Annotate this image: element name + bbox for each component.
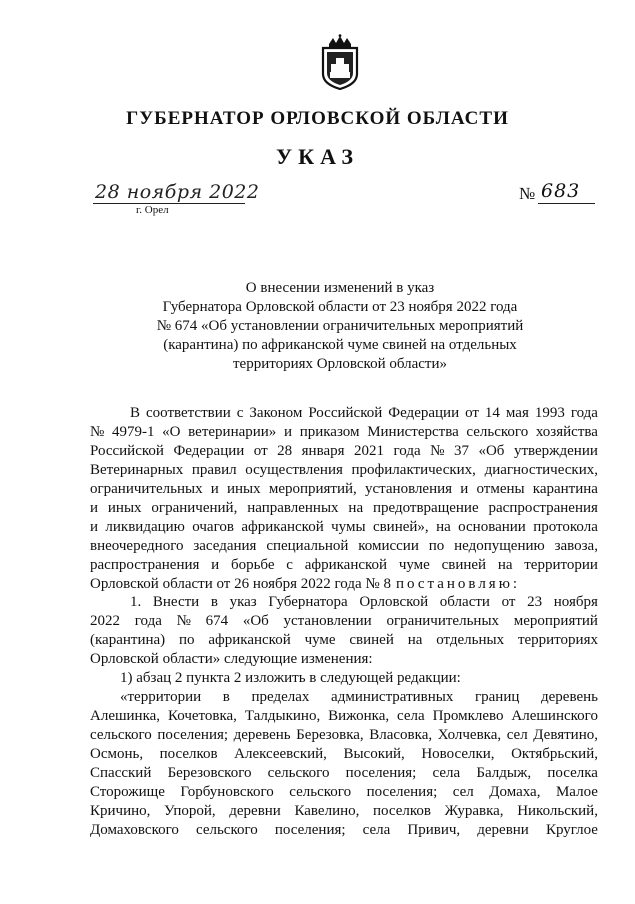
word: года — [570, 405, 598, 421]
word: Круглое — [545, 822, 598, 838]
word: Спасский — [90, 765, 152, 781]
word: Октябрьский, — [511, 746, 598, 762]
text-line — [90, 480, 598, 499]
word: указ — [229, 594, 257, 610]
word: и — [460, 481, 469, 497]
word: января — [301, 443, 345, 459]
text-line — [90, 726, 598, 745]
word: ветеринарии» — [188, 424, 277, 440]
word: «О — [162, 424, 181, 440]
word: Никольский, — [517, 803, 598, 819]
word: правил — [191, 462, 237, 478]
word: протокола — [533, 519, 598, 535]
word: Внести — [152, 594, 200, 610]
subject-line: Губернатора Орловской области от 23 ноября 2022 года — [162, 299, 518, 315]
word: и — [283, 424, 293, 440]
word: в — [210, 594, 218, 610]
word: Российской — [90, 443, 164, 459]
word: Девятино, — [533, 727, 598, 743]
text-line — [90, 593, 598, 612]
word: Осмонь, — [90, 746, 144, 762]
word: сел — [452, 784, 474, 800]
word: Кричино, — [90, 803, 151, 819]
text-line — [90, 518, 598, 537]
word: года — [134, 613, 162, 629]
word: села — [432, 765, 461, 781]
word: распространения — [90, 557, 200, 573]
word: Домаха, — [489, 784, 541, 800]
word: чумы — [331, 519, 366, 535]
word: свиней — [441, 557, 487, 573]
word: недопущению — [454, 538, 545, 554]
word: свиней», — [372, 519, 429, 535]
word: Холчевка, — [437, 727, 502, 743]
word: поселков — [159, 746, 218, 762]
word: пределах — [251, 689, 310, 705]
word: борьбе — [230, 557, 275, 573]
word: на — [407, 632, 423, 648]
word: Балдыж, — [476, 765, 532, 781]
word: Вижонка, — [328, 708, 390, 724]
word: года — [393, 443, 421, 459]
word: № — [176, 613, 191, 629]
word: установлении — [283, 613, 372, 629]
clause-1 — [90, 593, 598, 840]
word: сельского — [90, 727, 152, 743]
word: по — [179, 632, 195, 648]
word: Новоселки, — [421, 746, 495, 762]
word: деревни — [477, 822, 529, 838]
word: Журавка, — [444, 803, 504, 819]
word: и — [90, 500, 99, 516]
word: диагностических, — [484, 462, 598, 478]
word: утверждении — [513, 443, 598, 459]
word: 37 — [453, 443, 469, 459]
word: 14 — [484, 405, 500, 421]
word: 23 — [527, 594, 543, 610]
word: Орловской — [359, 594, 429, 610]
word: соответствии — [146, 405, 231, 421]
city-label: г. Орел — [136, 204, 169, 216]
text-line — [90, 802, 598, 821]
word: иных — [227, 481, 261, 497]
authority-title: ГУБЕРНАТОР ОРЛОВСКОЙ ОБЛАСТИ — [126, 108, 509, 129]
word: предотвращение — [372, 500, 479, 516]
word: ликвидацию — [105, 519, 185, 535]
word: «территории — [120, 689, 202, 705]
word: в — [222, 689, 230, 705]
word: Горбуновского — [180, 784, 274, 800]
word: чуме — [304, 632, 336, 648]
word: Ветеринарных — [90, 462, 184, 478]
word: на — [436, 519, 451, 535]
text-line — [90, 423, 598, 442]
text-line — [90, 612, 598, 631]
word: и — [90, 519, 99, 535]
word: ноября — [553, 594, 598, 610]
text-line — [90, 461, 598, 480]
text-line — [90, 537, 598, 556]
word: с — [236, 405, 244, 421]
word: и — [210, 481, 219, 497]
word: приказом — [299, 424, 360, 440]
word: «Об — [242, 613, 269, 629]
text-line — [90, 688, 598, 707]
word: Кочетовка, — [167, 708, 237, 724]
text-line — [90, 764, 598, 783]
word: ограничительных — [386, 613, 500, 629]
word: ограничительных — [90, 481, 203, 497]
word: мероприятий — [513, 613, 598, 629]
word: территории — [524, 557, 598, 573]
word: мероприятий, — [268, 481, 357, 497]
word: ограничений, — [151, 500, 238, 516]
text-line — [90, 499, 598, 518]
decree-number: 683 — [541, 180, 581, 202]
word: Упорой, — [164, 803, 216, 819]
word: Кавелино, — [294, 803, 360, 819]
subject-line: О внесении изменений в указ — [245, 280, 435, 296]
word: африканской — [304, 557, 388, 573]
text-line — [90, 707, 598, 726]
word: Законом — [249, 405, 303, 421]
word: 2021 — [354, 443, 385, 459]
text-line — [90, 575, 598, 594]
word: с — [286, 557, 293, 573]
text-line — [90, 745, 598, 764]
word: специальной — [266, 538, 349, 554]
resolve-word: постановляю: — [395, 576, 521, 592]
word: границ — [474, 689, 520, 705]
word: поселения; — [366, 784, 438, 800]
text-line: Орловской области» следующие изменения: — [90, 651, 373, 667]
word: Березовского — [167, 765, 252, 781]
word: области — [439, 594, 490, 610]
word: Березовка, — [296, 727, 364, 743]
word: на — [348, 500, 364, 516]
word: Алексеевский, — [234, 746, 327, 762]
word: африканской — [208, 632, 291, 648]
word: поселка — [547, 765, 598, 781]
word: карантина — [532, 481, 598, 497]
word: Российской — [308, 405, 383, 421]
word: сельского — [289, 784, 352, 800]
subject-line: территориях Орловской области» — [233, 356, 447, 372]
word: Федерации — [173, 443, 245, 459]
word: «Об — [478, 443, 505, 459]
word: африканской — [241, 519, 324, 535]
word: 4979-1 — [111, 424, 155, 440]
word: Власовка, — [369, 727, 433, 743]
text-line — [90, 404, 598, 423]
word: поселков — [373, 803, 432, 819]
word: иных — [107, 500, 142, 516]
number-label: № — [519, 184, 536, 203]
word: внеочередного — [90, 538, 184, 554]
word: распространения — [488, 500, 598, 516]
word: административных — [331, 689, 454, 705]
word: 674 — [205, 613, 229, 629]
word: основании — [458, 519, 526, 535]
word: Губернатора — [268, 594, 348, 610]
word: профилактических, — [351, 462, 476, 478]
word: 2022 — [90, 613, 120, 629]
word: № — [430, 443, 445, 459]
word: чуме — [398, 557, 430, 573]
handwritten-date: 28 ноября 2022 — [95, 181, 260, 203]
word: сельского — [195, 822, 258, 838]
word: Привич, — [407, 822, 461, 838]
word: Высокий, — [343, 746, 405, 762]
word: очагов — [192, 519, 234, 535]
subject-line: (карантина) по африканской чуме свиней на отдельных — [163, 337, 517, 353]
word: по — [428, 538, 445, 554]
word: поселения; — [157, 727, 229, 743]
word: Сторожище — [90, 784, 165, 800]
word: от — [465, 405, 479, 421]
word: Талдыкино, — [244, 708, 321, 724]
word: осуществления — [245, 462, 343, 478]
word: № — [90, 424, 105, 440]
word: 1. — [130, 594, 142, 610]
word: свиней — [349, 632, 394, 648]
word: завоза, — [554, 538, 598, 554]
word: Алешинка, — [90, 708, 161, 724]
word: поселения; — [345, 765, 417, 781]
text-line — [90, 631, 598, 650]
date-underline — [93, 203, 245, 204]
number-underline — [538, 203, 595, 204]
word: села — [362, 822, 391, 838]
word: сельского — [466, 424, 529, 440]
word: сельского — [267, 765, 330, 781]
preamble — [90, 404, 598, 594]
decree-subject — [130, 279, 550, 374]
subject-line: № 674 «Об установлении ограничительных мероприятий — [156, 318, 524, 334]
word: деревень — [233, 727, 291, 743]
word: Домаховского — [90, 822, 179, 838]
word: Промклево — [432, 708, 504, 724]
word: на — [497, 557, 513, 573]
word: направленных — [247, 500, 339, 516]
document-type: УКАЗ — [275, 144, 360, 169]
word: Малое — [555, 784, 598, 800]
word: деревень — [541, 689, 598, 705]
word: Министерства — [367, 424, 459, 440]
word: Алешинского — [511, 708, 598, 724]
word: заседания — [193, 538, 257, 554]
subclause-1: 1) абзац 2 пункта 2 изложить в следующей редакции: — [120, 670, 461, 686]
text-line — [90, 556, 598, 575]
word: сел — [506, 727, 528, 743]
word: от — [253, 443, 268, 459]
word: села — [397, 708, 425, 724]
word: от — [501, 594, 516, 610]
text-line — [90, 821, 598, 840]
text-line — [90, 442, 598, 461]
word: 1993 — [534, 405, 565, 421]
word: установления — [364, 481, 453, 497]
word: В — [130, 405, 141, 421]
word: территориях — [517, 632, 598, 648]
word: 28 — [277, 443, 293, 459]
word: Федерации — [388, 405, 460, 421]
word: отдельных — [436, 632, 505, 648]
word: комиссии — [358, 538, 419, 554]
word: хозяйства — [535, 424, 598, 440]
text-line — [90, 783, 598, 802]
word: отмены — [476, 481, 525, 497]
word: (карантина) — [90, 632, 166, 648]
word: поселения; — [274, 822, 346, 838]
word: и — [211, 557, 220, 573]
coat-of-arms-icon — [319, 34, 361, 90]
word: мая — [505, 405, 529, 421]
text-fragment: Орловской области от 26 ноября 2022 года № 8 — [90, 576, 391, 592]
word: деревни — [229, 803, 281, 819]
